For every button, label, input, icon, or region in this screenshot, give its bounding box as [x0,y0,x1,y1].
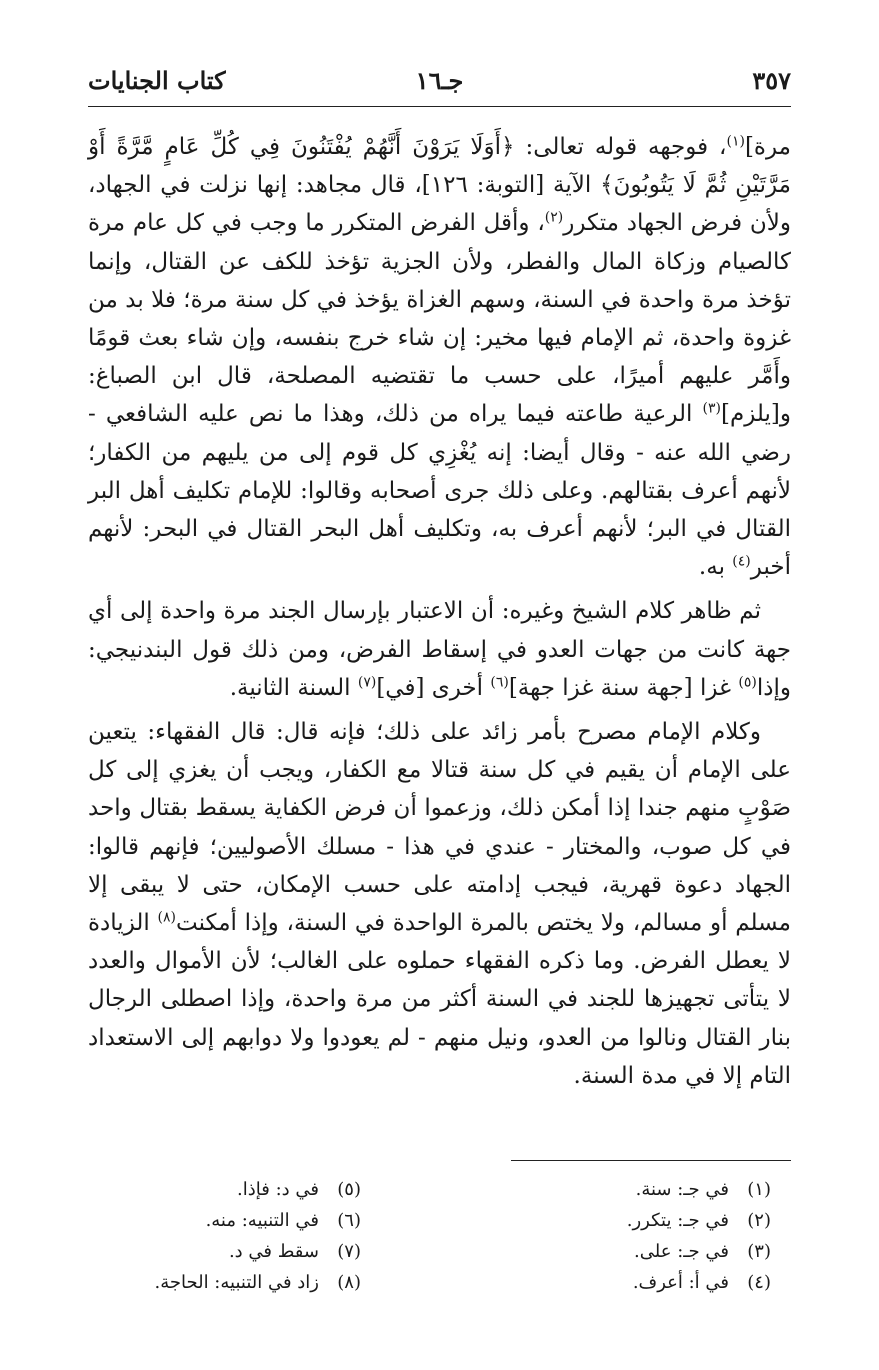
footnote [31,1267,361,1298]
footnote-marker: (١) [726,133,745,150]
text-run: ، فوجهه قوله تعالى: ﴿أَوَلَا يَرَوْنَ أَنَّهُمْ يُفْتَنُونَ فِي كُلِّ عَامٍ مَّرَّةً أَوْ مَرَّتَيْنِ ثُمَّ لَا يَتُوبُونَ﴾ الآية [التوبة: ١٢٦]، قال مجاهد: إنها نزلت في الجهاد، ولأن فرض الجهاد متكرر [88,134,791,237]
text-run: السنة الثانية. [229,674,358,701]
footnote-marker: (٢) [544,209,564,226]
text-run: مرة] [744,134,791,160]
text-run: ، وأقل الفرض المتكرر ما وجب في كل عام مرة كالصيام وزكاة المال والفطر، ولأن الجزية تؤخذ للكف عن القتال، وإنما تؤخذ مرة واحدة في السنة، وسهم الغزاة يؤخذ في كل سنة مرة؛ فلا بد من غزوة واحدة، ثم الإمام فيها مخير: إن شاء خرج بنفسه، وإن شاء بعث قومًا وأَمَّر عليهم أميرًا، على حسب ما تقتضيه المصلحة، قال ابن الصباغ: و[يلزم] [88,210,791,428]
footnote-number: (٨) [337,1272,361,1293]
footnote-text: زاد في التنبيه: الحاجة. [154,1272,319,1293]
book-title: كتاب الجنايات [88,66,226,95]
footnote-marker: (٥) [738,674,757,691]
text-run: ثم ظاهر كلام الشيخ وغيره: أن الاعتبار بإرسال الجند مرة واحدة إلى أي جهة كانت من جهات العدو في إسقاط الفرض، ومن ذلك قول البندنيجي: وإذا [88,598,791,701]
footnote-text: سقط في د. [228,1241,319,1262]
footnote-number: (٢) [747,1210,771,1231]
footnote [441,1267,771,1298]
footnote [441,1174,771,1205]
footnote-marker: (٨) [157,909,176,926]
text-run: به. [698,554,733,581]
footnote-number: (٥) [337,1179,361,1200]
footnote-text: في جـ: سنة. [635,1179,729,1200]
text-run: الرعية طاعته فيما يراه من ذلك، وهذا ما نص عليه الشافعي - رضي الله عنه - وقال أيضا: إنه يُغْزِي كل قوم إلى من يليهم من الكفار؛ لأنهم أعرف بقتالهم. وعلى ذلك جرى أصحابه وقالوا: للإمام تكليف أهل البر القتال في البر؛ لأنهم أعرف به، وتكليف أهل البحر القتال في البحر: لأنهم أخبر [88,401,791,581]
footnote-text: في التنبيه: منه. [205,1210,319,1231]
footnote [441,1236,771,1267]
footnote-text: في جـ: يتكرر. [626,1210,729,1231]
main-text [88,128,791,1095]
page-number: ٣٥٧ [752,66,791,95]
footnotes-column-right [441,1174,771,1298]
footnote [31,1205,361,1236]
footnote-number: (٤) [747,1272,771,1293]
footnote-divider [511,1160,791,1161]
footnote [31,1174,361,1205]
footnote [441,1205,771,1236]
paragraph [88,592,791,707]
footnote-marker: (٤) [732,553,751,570]
volume-label: جـ١٦ [415,66,464,95]
page-header [88,60,791,102]
footnote-text: في د: فإذا. [237,1179,319,1200]
footnote-text: في جـ: على. [634,1241,729,1262]
footnotes-column-left [31,1174,361,1298]
paragraph [88,713,791,1095]
footnote-text: في أ: أعرف. [632,1272,729,1293]
footnote-number: (٦) [337,1210,361,1231]
text-run: أخرى [في] [376,674,491,701]
header-divider [88,106,791,107]
footnote-marker: (٧) [357,674,377,691]
paragraph [88,128,791,586]
footnote-number: (١) [747,1179,771,1200]
text-run: الزيادة لا يعطل الفرض. وما ذكره الفقهاء حملوه على الغالب؛ لأن الأموال والعدد لا يتأتى تجهيزها للجند في السنة أكثر من مرة واحدة، وإذا اصطلى الرجال بنار القتال ونالوا من العدو، ونيل منهم - لم يعودوا ولا دوابهم إلى الاستعداد التام إلا في مدة السنة. [88,910,791,1089]
footnote-number: (٣) [747,1241,771,1262]
text-run: وكلام الإمام مصرح بأمر زائد على ذلك؛ فإنه قال: قال الفقهاء: يتعين على الإمام أن يقيم في كل سنة قتالا مع الكفار، ويجب أن يغزي إلى كل صَوْبٍ منهم جندا إذا أمكن ذلك، وزعموا أن فرض الكفاية يسقط بقتال واحد في كل صوب، والمختار - عندي في هذا - مسلك الأصوليين؛ فإنهم قالوا: الجهاد دعوة قهرية، فيجب إدامته على حسب الإمكان، حتى لا يبقى إلا مسلم أو مسالم، ولا يختص بالمرة الواحدة في السنة، وإذا أمكنت [88,719,791,937]
footnote-marker: (٦) [490,674,509,691]
footnote [31,1236,361,1267]
footnote-marker: (٣) [702,400,721,417]
text-run: غزا [جهة سنة غزا جهة] [508,674,739,701]
footnote-number: (٧) [337,1241,361,1262]
